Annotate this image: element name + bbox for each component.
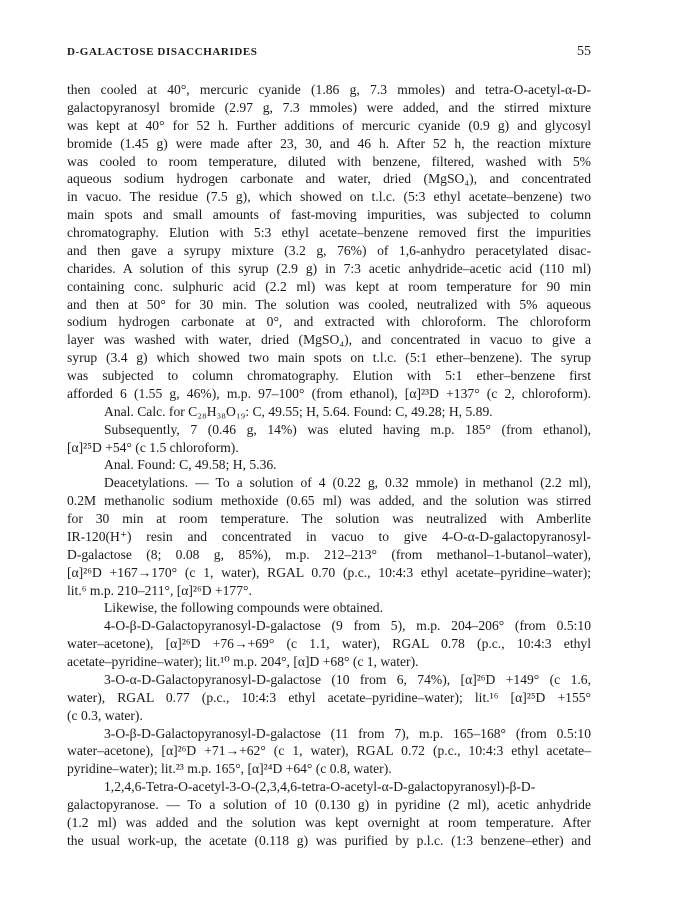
text-line: and then gave a syrupy mixture (3.2 g, 76%) of 1,6-anhydro peracetylated disac- xyxy=(67,242,591,258)
text-line: galactopyranosyl bromide (2.97 g, 7.3 mmoles) were added, and the stirred mixture xyxy=(67,99,591,115)
text-line: Likewise, the following compounds were obtained. xyxy=(104,600,383,616)
text-line: bromide (1.45 g) were made after 23, 30, and 46 h. After 52 h, the reaction mixture xyxy=(67,135,591,151)
text-line: pyridine–water); lit.²³ m.p. 165°, [α]²⁴D +64° (c 0.8, water). xyxy=(67,761,392,777)
text-line: water–acetone), [α]²⁶D +71→+62° (c 1, water), RGAL 0.72 (p.c., 10:4:3 ethyl acetate– xyxy=(67,743,591,759)
text-line: afforded 6 (1.55 g, 46%), m.p. 97–100° (from ethanol), [α]²³D +137° (c 2, chloroform). xyxy=(67,385,591,401)
text-line: (c 0.3, water). xyxy=(67,707,143,723)
text-line: main spots and small amounts of fast-moving impurities, was subjected to column xyxy=(67,207,591,223)
text-line: galactopyranose. — To a solution of 10 (0.130 g) in pyridine (2 ml), acetic anhydride xyxy=(67,797,591,812)
text-line: charides. A solution of this syrup (2.9 g) in 7:3 acetic anhydride–acetic acid (110 ml) xyxy=(67,260,591,276)
text-line: for 30 min at room temperature. The solution was neutralized with Amberlite xyxy=(67,511,591,526)
text-line: IR-120(H⁺) resin and concentrated in vacuo to give 4-O-α-D-galactopyranosyl- xyxy=(67,528,591,544)
text-line: 1,2,4,6-Tetra-O-acetyl-3-O-(2,3,4,6-tetra-O-acetyl-α-D-galactopyranosyl)-β-D- xyxy=(104,779,536,795)
text-line: syrup (3.4 g) which showed two main spots on t.l.c. (5:1 ether–benzene). The syrup xyxy=(67,350,591,366)
text-line: 4-O-β-D-Galactopyranosyl-D-galactose (9 from 5), m.p. 204–206° (from 0.5:10 xyxy=(104,618,591,634)
text-line: D-galactose (8; 0.08 g, 85%), m.p. 212–213° (from methanol–1-butanol–water), xyxy=(67,546,591,562)
text-line: [α]²⁶D +167→170° (c 1, water), RGAL 0.70 (p.c., 10:4:3 ethyl acetate–pyridine–water); xyxy=(67,564,591,580)
text-line: was cooled to room temperature, diluted with benzene, filtered, washed with 5% xyxy=(67,153,591,169)
text-line: chromatography. Elution with 5:3 ethyl acetate–benzene removed first the impurities xyxy=(67,225,591,240)
text-line: and then at 50° for 30 min. The solution was cooled, neutralized with 5% aqueous xyxy=(67,296,591,312)
text-line: in vacuo. The residue (7.5 g), which showed on t.l.c. (5:3 ethyl acetate–benzene) two xyxy=(67,189,591,205)
text-line: sodium hydrogen carbonate at 0°, and extracted with chloroform. The chloroform xyxy=(67,314,591,330)
text-line: [α]²⁵D +54° (c 1.5 chloroform). xyxy=(67,439,239,455)
text-line: water–acetone), [α]²⁶D +76→+69° (c 1.1, water), RGAL 0.78 (p.c., 10:4:3 ethyl xyxy=(67,636,591,652)
text-line: Subsequently, 7 (0.46 g, 14%) was eluted having m.p. 185° (from ethanol), xyxy=(104,421,591,437)
text-line: (1.2 ml) was added and the solution was kept overnight at room temperature. After xyxy=(67,814,591,830)
text-line: was kept at 40° for 52 h. Further additions of mercuric cyanide (0.9 g) and glycosyl xyxy=(67,117,591,133)
page-number: 55 xyxy=(577,44,591,59)
text-line: 3-O-β-D-Galactopyranosyl-D-galactose (11 from 7), m.p. 165–168° (from 0.5:10 xyxy=(104,725,591,741)
text-line: water), RGAL 0.77 (p.c., 10:4:3 ethyl acetate–pyridine–water); lit.¹⁶ [α]²⁵D +155° xyxy=(67,689,591,705)
text-line: the usual work-up, the acetate (0.118 g) was purified by p.l.c. (1:3 benzene–ether) and xyxy=(67,832,591,848)
text-line: aqueous sodium hydrogen carbonate and water, dried (MgSO₄), and concentrated xyxy=(67,171,591,187)
text-line: containing conc. sulphuric acid (2.2 ml) was kept at room temperature for 90 min xyxy=(67,278,591,294)
text-line: was subjected to column chromatography. Elution with 5:1 ether–benzene first xyxy=(67,368,591,383)
text-line: layer was washed with water, dried (MgSO₄), and concentrated in vacuo to give a xyxy=(67,332,591,348)
running-header xyxy=(67,46,591,62)
body-text xyxy=(67,81,591,850)
text-line: lit.⁶ m.p. 210–211°, [α]²⁶D +177°. xyxy=(67,582,252,598)
text-line: acetate–pyridine–water); lit.¹⁰ m.p. 204°, [α]D +68° (c 1, water). xyxy=(67,654,419,669)
text-line: Anal. Found: C, 49.58; H, 5.36. xyxy=(104,457,277,473)
text-line: then cooled at 40°, mercuric cyanide (1.86 g, 7.3 mmoles) and tetra-O-acetyl-α-D- xyxy=(67,82,591,97)
text-line: Deacetylations. — To a solution of 4 (0.22 g, 0.32 mmole) in methanol (2.2 ml), xyxy=(104,475,591,491)
text-line: Anal. Calc. for C₂₈H₃₈O₁₉: C, 49.55; H, 5.64. Found: C, 49.28; H, 5.89. xyxy=(104,403,493,419)
running-title: D-GALACTOSE DISACCHARIDES xyxy=(67,46,258,58)
text-line: 3-O-α-D-Galactopyranosyl-D-galactose (10 from 6, 74%), [α]²⁶D +149° (c 1.6, xyxy=(104,671,591,687)
text-line: 0.2M methanolic sodium methoxide (0.65 ml) was added, and the solution was stirred xyxy=(67,493,591,509)
